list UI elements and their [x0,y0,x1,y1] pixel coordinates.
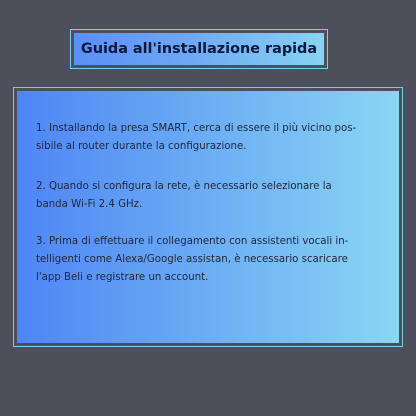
instruction-step-2 [36,178,332,214]
instruction-line: 1. Installando la presa SMART, cerca di essere il più vicino pos- [36,123,357,134]
instruction-step-3 [36,233,348,287]
instruction-line: l'app Beli e registrare un account. [36,272,209,283]
instruction-line: banda Wi-Fi 2.4 GHz. [36,199,143,210]
page-title: Guida all'installazione rapida [80,41,318,57]
instruction-line: telligenti come Alexa/Google assistan, è necessario scaricare [36,254,348,265]
instruction-line: sibile al router durante la configurazione. [36,141,247,152]
instructions-panel [17,91,399,343]
instruction-line: 2. Quando si configura la rete, è necessario selezionare la [36,181,332,192]
instruction-step-1 [36,120,356,156]
instruction-line: 3. Prima di effettuare il collegamento con assistenti vocali in- [36,236,349,247]
title-banner [74,33,324,65]
